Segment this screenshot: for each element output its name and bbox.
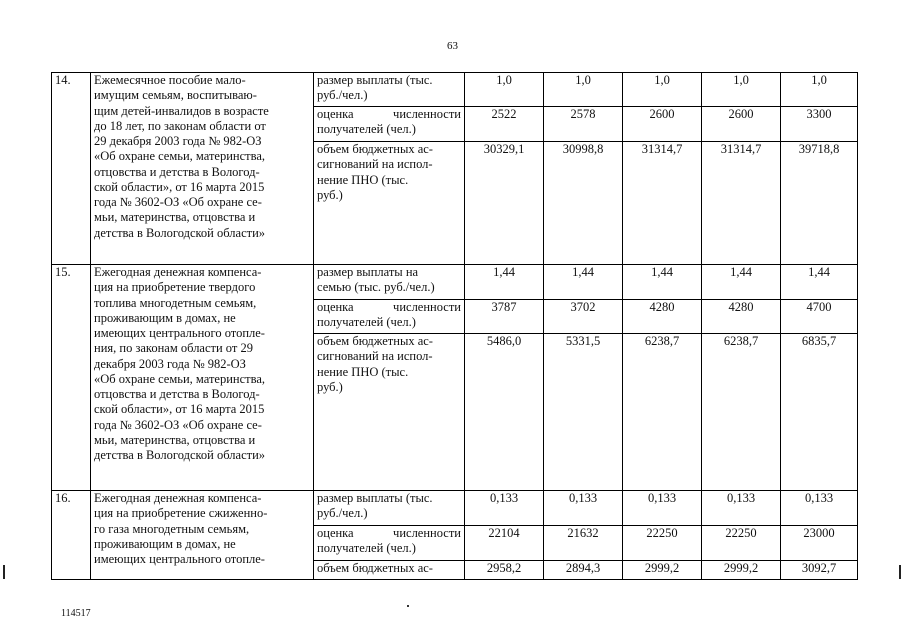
value-cell: 2999,2	[702, 561, 781, 580]
benefit-name-line: ция на приобретение сжиженно-	[94, 506, 268, 521]
value-cell: 4280	[623, 300, 702, 334]
benefit-name-line: го газа многодетным семьям,	[94, 521, 250, 536]
benefit-name-line: Ежегодная денежная компенса-	[94, 491, 262, 505]
value-cell: 1,44	[781, 265, 858, 300]
page-number: 63	[447, 40, 458, 52]
value-cell: 4700	[781, 300, 858, 334]
value-cell: 1,0	[623, 73, 702, 107]
benefit-name-line: до 18 лет, по законам области от	[94, 118, 266, 133]
benefit-name-line: Ежемесячное пособие мало-	[94, 73, 246, 87]
table-row	[52, 73, 858, 107]
benefit-name	[91, 265, 314, 491]
indicator-label: объем бюджетных ас-	[314, 561, 465, 580]
value-cell: 1,44	[623, 265, 702, 300]
row-number: 16.	[52, 491, 91, 580]
value-cell: 3300	[781, 107, 858, 142]
value-cell: 31314,7	[702, 142, 781, 265]
benefit-name-line: ской области», от 16 марта 2015	[94, 179, 265, 194]
value-cell: 0,133	[781, 491, 858, 526]
table-row	[52, 491, 858, 526]
value-cell: 2600	[623, 107, 702, 142]
value-cell: 0,133	[544, 491, 623, 526]
value-cell: 31314,7	[623, 142, 702, 265]
scan-edge-mark-left	[3, 565, 5, 579]
indicator-label: оценка численности получателей (чел.)	[314, 526, 465, 561]
benefit-name-line: мьи, материнства, отцовства и	[94, 210, 256, 225]
value-cell: 22104	[465, 526, 544, 561]
benefit-name	[91, 491, 314, 580]
value-cell: 6238,7	[702, 334, 781, 491]
value-cell: 2578	[544, 107, 623, 142]
benefit-name-line: «Об охране семьи, материнства,	[94, 371, 266, 386]
value-cell: 2999,2	[623, 561, 702, 580]
value-cell: 0,133	[702, 491, 781, 526]
benefit-name-line: декабря 2003 года № 982-ОЗ	[94, 356, 246, 371]
value-cell: 21632	[544, 526, 623, 561]
benefit-name-line: детства в Вологодской области»	[94, 225, 266, 240]
table-row	[52, 265, 858, 300]
benefit-name-line: Ежегодная денежная компенса-	[94, 265, 262, 279]
benefit-name-line: имеющих центрального отопле-	[94, 552, 265, 566]
benefit-name-line: проживающим в домах, не	[94, 536, 236, 551]
benefit-name-line: имущим семьям, воспитываю-	[94, 88, 257, 103]
benefit-name-line: щим детей-инвалидов в возрасте	[94, 103, 269, 118]
value-cell: 2600	[702, 107, 781, 142]
benefit-name-line: ния, по законам области от 29	[94, 341, 253, 356]
value-cell: 2958,2	[465, 561, 544, 580]
value-cell: 1,0	[781, 73, 858, 107]
benefit-name-line: проживающим в домах, не	[94, 310, 236, 325]
value-cell: 22250	[702, 526, 781, 561]
benefit-name-line: 29 декабря 2003 года № 982-ОЗ	[94, 134, 262, 148]
benefit-name	[91, 73, 314, 265]
benefit-name-line: года № 3602-ОЗ «Об охране се-	[94, 417, 262, 432]
indicator-label: объем бюджетных ас- сигнований на испол- нение ПНО (тыс. руб.)	[314, 334, 465, 491]
value-cell: 30998,8	[544, 142, 623, 265]
value-cell: 3702	[544, 300, 623, 334]
indicator-label: размер выплаты (тыс. руб./чел.)	[314, 491, 465, 526]
value-cell: 2522	[465, 107, 544, 142]
value-cell: 23000	[781, 526, 858, 561]
benefit-name-line: топлива многодетным семьям,	[94, 295, 257, 310]
benefit-name-line: имеющих центрального отопле-	[94, 326, 265, 340]
document-code: 114517	[61, 608, 91, 619]
value-cell: 1,0	[544, 73, 623, 107]
scan-speck	[407, 605, 409, 607]
benefit-name-line: детства в Вологодской области»	[94, 448, 266, 462]
value-cell: 0,133	[465, 491, 544, 526]
value-cell: 0,133	[623, 491, 702, 526]
value-cell: 1,0	[465, 73, 544, 107]
value-cell: 22250	[623, 526, 702, 561]
scan-edge-mark-right	[899, 565, 901, 579]
benefit-name-line: «Об охране семьи, материнства,	[94, 149, 266, 164]
value-cell: 5331,5	[544, 334, 623, 491]
indicator-label: размер выплаты на семью (тыс. руб./чел.)	[314, 265, 465, 300]
value-cell: 39718,8	[781, 142, 858, 265]
value-cell: 4280	[702, 300, 781, 334]
benefit-name-line: ской области», от 16 марта 2015	[94, 402, 265, 417]
value-cell: 1,44	[702, 265, 781, 300]
benefit-name-line: отцовства и детства в Вологод-	[94, 164, 260, 179]
value-cell: 6238,7	[623, 334, 702, 491]
benefit-name-line: мьи, материнства, отцовства и	[94, 432, 256, 447]
value-cell: 30329,1	[465, 142, 544, 265]
value-cell: 5486,0	[465, 334, 544, 491]
indicator-label: оценка численности получателей (чел.)	[314, 300, 465, 334]
value-cell: 1,44	[544, 265, 623, 300]
benefit-name-line: года № 3602-ОЗ «Об охране се-	[94, 195, 262, 209]
benefit-name-line: отцовства и детства в Вологод-	[94, 387, 260, 401]
indicator-label: оценка численности получателей (чел.)	[314, 107, 465, 142]
value-cell: 6835,7	[781, 334, 858, 491]
value-cell: 3092,7	[781, 561, 858, 580]
indicator-label: размер выплаты (тыс. руб./чел.)	[314, 73, 465, 107]
benefit-name-line: ция на приобретение твердого	[94, 280, 256, 295]
indicator-label: объем бюджетных ас- сигнований на испол- нение ПНО (тыс. руб.)	[314, 142, 465, 265]
benefits-table	[51, 72, 858, 580]
row-number: 15.	[52, 265, 91, 491]
value-cell: 3787	[465, 300, 544, 334]
value-cell: 1,44	[465, 265, 544, 300]
row-number: 14.	[52, 73, 91, 265]
value-cell: 1,0	[702, 73, 781, 107]
value-cell: 2894,3	[544, 561, 623, 580]
